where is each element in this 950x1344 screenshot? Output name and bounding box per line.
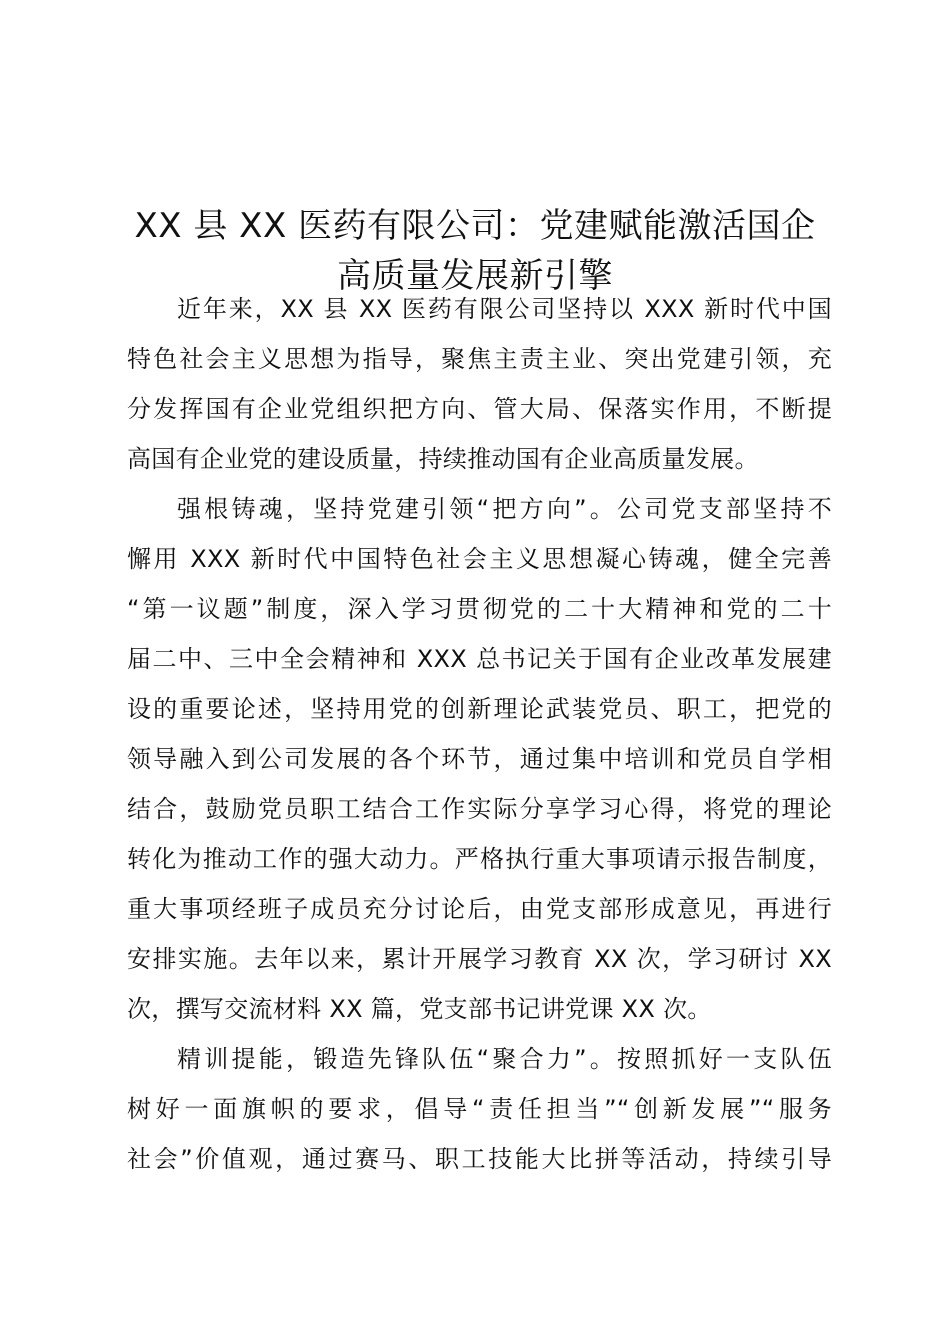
paragraph-direction <box>127 484 832 1034</box>
text-line: 高国有企业党的建设质量，持续推动国有企业高质量发展。 <box>127 445 759 473</box>
text-line: 届二中、三中全会精神和 XXX 总书记关于国有企业改革发展建 <box>127 645 832 673</box>
text-line: 转化为推动工作的强大动力。严格执行重大事项请示报告制度， <box>127 845 832 873</box>
text-line: 设的重要论述，坚持用党的创新理论武装党员、职工，把党的 <box>127 695 832 723</box>
text-line: 精训提能，锻造先锋队伍“聚合力”。按照抓好一支队伍 <box>177 1045 832 1073</box>
text-line: 重大事项经班子成员充分讨论后，由党支部形成意见，再进行 <box>127 895 832 923</box>
title-line: XX 县 XX 医药有限公司：党建赋能激活国企 <box>134 205 816 246</box>
text-line: 懈用 XXX 新时代中国特色社会主义思想凝心铸魂，健全完善 <box>127 545 832 573</box>
text-line: 分发挥国有企业党组织把方向、管大局、保落实作用，不断提 <box>127 395 832 423</box>
text-line: 结合，鼓励党员职工结合工作实际分享学习心得，将党的理论 <box>127 795 832 823</box>
title-line: 高质量发展新引擎 <box>337 255 613 296</box>
document-body <box>127 284 832 1184</box>
text-line: 特色社会主义思想为指导，聚焦主责主业、突出党建引领，充 <box>127 345 832 373</box>
text-line: 近年来，XX 县 XX 医药有限公司坚持以 XXX 新时代中国 <box>177 295 832 323</box>
paragraph-team <box>127 1034 832 1184</box>
text-line: 次，撰写交流材料 XX 篇，党支部书记讲党课 XX 次。 <box>127 995 712 1023</box>
paragraph-intro <box>127 284 832 484</box>
text-line: 强根铸魂，坚持党建引领“把方向”。公司党支部坚持不 <box>177 495 832 523</box>
text-line: 领导融入到公司发展的各个环节，通过集中培训和党员自学相 <box>127 745 832 773</box>
text-line: 树好一面旗帜的要求，倡导“责任担当”“创新发展”“服务 <box>127 1095 832 1123</box>
text-line: 安排实施。去年以来，累计开展学习教育 XX 次，学习研讨 XX <box>127 945 832 973</box>
text-line: 社会”价值观，通过赛马、职工技能大比拼等活动，持续引导 <box>127 1145 832 1173</box>
text-line: “第一议题”制度，深入学习贯彻党的二十大精神和党的二十 <box>127 595 832 623</box>
